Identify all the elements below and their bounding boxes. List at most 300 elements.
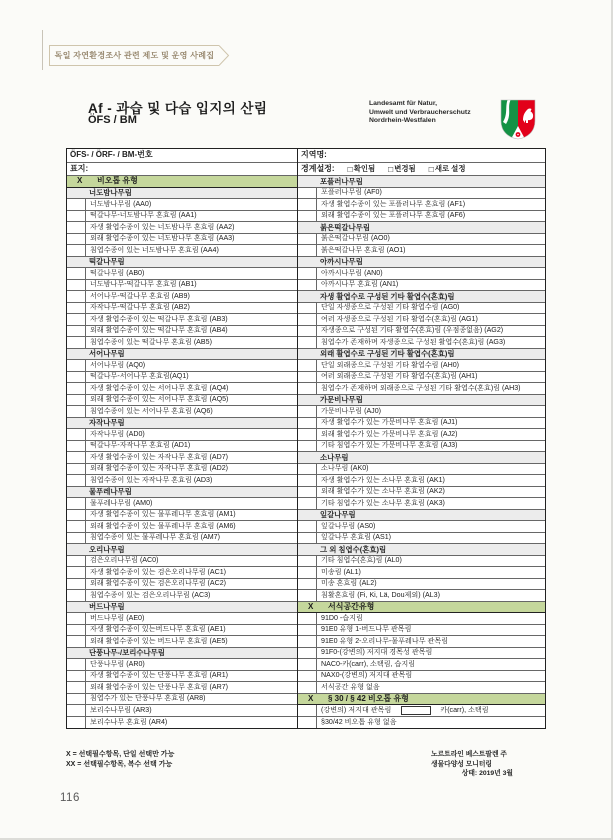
option-label: 자생 활엽수종이 있는 물푸레나무 혼효림 (AM1) (90, 510, 236, 519)
checkbox[interactable] (298, 717, 317, 729)
section-title: 떡갈나무림 (89, 257, 125, 267)
biotope-option-row (67, 372, 297, 384)
breadcrumb-label: 독일 자연환경조사 관련 제도 및 운영 사례집 (54, 51, 215, 60)
option-label: 버드나무림 (AE0) (90, 613, 145, 622)
checkbox[interactable] (67, 671, 86, 682)
checkbox[interactable] (298, 280, 317, 291)
biotope-option-row (67, 659, 297, 671)
checkbox-icon: □ (347, 163, 353, 174)
checkbox-icon: □ (388, 163, 394, 174)
field-label: 표지: (70, 163, 89, 173)
checkbox[interactable] (67, 636, 86, 647)
section-header-row (67, 487, 297, 499)
option-label: 서식공간유형 (328, 601, 375, 611)
option-label: 단일 외래종으로 구성된 기타 활엽수림 (AH0) (321, 360, 460, 369)
section-header-row (298, 452, 545, 464)
section-header-row (67, 257, 297, 269)
option-label: 외래 활엽수종이 있는 서어나무 혼효림 (AQ5) (90, 395, 229, 404)
checkbox[interactable] (298, 314, 317, 325)
checkbox[interactable] (67, 245, 86, 256)
boundary-option[interactable] (348, 165, 376, 174)
section-title: 아까시나무림 (320, 257, 363, 267)
biotope-option-row (67, 590, 297, 602)
biotope-option-row (67, 671, 297, 683)
biotope-option-row (298, 464, 545, 476)
option-label: 자생 활엽수종이 있는버드나무 혼효림 (AE1) (90, 625, 226, 634)
required-mark: X (308, 693, 314, 703)
option-label: 91D0 -습지림 (321, 613, 363, 622)
biotope-option-row (67, 682, 297, 694)
section-header-row (67, 418, 297, 430)
checkbox[interactable] (67, 337, 86, 348)
checkbox[interactable] (298, 211, 317, 222)
page-number: 116 (60, 792, 80, 804)
form-field-row[interactable] (67, 163, 297, 177)
checkbox[interactable] (298, 682, 317, 693)
banner-arrow-icon (219, 45, 231, 66)
biotope-option-row (67, 498, 297, 510)
checkbox[interactable] (298, 521, 317, 532)
option-label: 자생 활엽수종이 있는 서어나무 혼효림 (AQ4) (90, 383, 229, 392)
checkbox[interactable] (298, 188, 317, 199)
checkbox[interactable] (298, 556, 317, 567)
option-label: 떡갈나무림 (AB0) (90, 268, 145, 277)
option-label: 외래 활엽수종이 있는 자작나무 혼효림 (AD2) (90, 464, 229, 473)
checkbox[interactable] (67, 464, 86, 475)
checkbox[interactable] (67, 199, 86, 210)
section-title: 그 외 침엽수(혼효)림 (320, 544, 387, 554)
biotope-option-row (67, 245, 297, 257)
biotope-option-row (67, 464, 297, 476)
biotope-option-row (67, 234, 297, 246)
option-label: 자생 활엽수종이 있는 포플러나무 혼효림 (AF1) (321, 199, 466, 208)
section-header-row (298, 395, 545, 407)
checkbox[interactable] (298, 475, 317, 486)
option-label: 서식공간 유형 없음 (321, 682, 380, 691)
checkbox[interactable] (67, 234, 86, 245)
option-label: §30/42 비오톱 유형 없음 (321, 717, 397, 726)
checkbox[interactable] (67, 533, 86, 544)
checkbox[interactable] (298, 659, 317, 670)
biotope-option-row (298, 429, 545, 441)
option-label: 잎갈나무림 (AS0) (321, 521, 376, 530)
option-label: 자생 활엽수종이 있는 단풍나무 혼효림 (AR1) (90, 671, 229, 680)
biotope-option-row (67, 314, 297, 326)
checkbox[interactable] (298, 268, 317, 279)
option-label: 외래 활엽수종이 있는 버드나무 혼효림 (AE5) (90, 636, 228, 645)
checkbox[interactable] (67, 268, 86, 279)
agency-line: Nordrhein-Westfalen (369, 117, 436, 125)
biotope-option-row (298, 659, 545, 671)
biotope-option-row (298, 372, 545, 384)
biotope-option-row (67, 533, 297, 545)
biotope-option-row (67, 521, 297, 533)
boundary-option-label: 새로 설정 (434, 164, 466, 174)
checkbox[interactable] (298, 705, 317, 716)
group-header-row (298, 694, 545, 706)
checkbox[interactable] (67, 475, 86, 486)
biotope-option-row (67, 510, 297, 522)
checkbox[interactable] (298, 234, 317, 245)
biotope-option-row (67, 452, 297, 464)
group-header-row (298, 602, 545, 614)
checkbox[interactable] (67, 579, 86, 590)
option-label: 침엽수종이 있는 서어나무 혼효림 (AQ6) (90, 406, 213, 415)
checkbox[interactable] (67, 705, 86, 716)
option-label: 자생 활엽수종이 있는 검은오리나무림 (AC1) (90, 567, 227, 576)
section-title: 단풍나무-/보리수나무림 (89, 648, 165, 658)
checkbox[interactable] (67, 314, 86, 325)
biotope-option-row (298, 636, 545, 648)
option-label: 침엽수종이 있는 검은오리나무림 (AC3) (90, 590, 211, 599)
agency-line: Umwelt und Verbraucherschutz (369, 108, 471, 116)
option-label: 너도밤나무-떡갈나무 혼효림 (AB1) (90, 280, 197, 289)
option-label: 91F0-(강변의) 저지대 경목성 관목림 (321, 648, 433, 657)
agency-name (369, 100, 471, 126)
checkbox[interactable] (298, 567, 317, 578)
section-title: 소나무림 (320, 452, 349, 462)
checkbox[interactable] (298, 406, 317, 417)
biotope-option-row (298, 556, 545, 568)
legend-note: XX = 선택필수항목, 복수 선택 가능 (66, 760, 173, 768)
boundary-option[interactable] (429, 165, 466, 174)
biotope-option-row (67, 406, 297, 418)
biotope-option-row (298, 717, 545, 729)
option-label: 떡갈나무-자작나무 혼효림 (AD1) (90, 441, 191, 450)
biotope-option-row (67, 567, 297, 579)
biotope-option-row (67, 303, 297, 315)
option-label: 너도밤나무림 (AA0) (90, 199, 152, 208)
option-label: 외래 활엽수종이 있는 물푸레나무 혼효림 (AM6) (90, 521, 236, 530)
option-label: 자생종으로 구성된 기타 활엽수(혼효)림 (우점종없음) (AG2) (321, 326, 504, 335)
option-label: NAX0-(강변의) 저지대 관목림 (321, 671, 413, 680)
form-column-left (67, 149, 298, 728)
biotope-option-row (298, 682, 545, 694)
section-header-row (298, 544, 545, 556)
biotope-option-row (298, 487, 545, 499)
checkbox[interactable] (298, 372, 317, 383)
section-header-row (67, 349, 297, 361)
option-label: (강변의) 저지대 관목림 (321, 705, 392, 714)
biotope-option-row (298, 360, 545, 372)
checkbox[interactable] (67, 360, 86, 371)
section-header-row (67, 188, 297, 200)
checkbox[interactable] (298, 337, 317, 348)
biotope-option-row (67, 717, 297, 729)
checkbox[interactable] (298, 613, 317, 624)
option-label: 미송 혼효림 (AL2) (321, 579, 377, 588)
section-title: 가문비나무림 (320, 395, 363, 405)
checkbox[interactable] (67, 682, 86, 693)
biotope-option-row (298, 314, 545, 326)
section-title: 자작나무림 (89, 418, 125, 428)
checkbox[interactable] (298, 625, 317, 636)
checkbox[interactable] (67, 498, 86, 509)
checkbox[interactable] (298, 579, 317, 590)
checkbox[interactable] (67, 694, 86, 705)
option-label: 침활혼효림 (Fi, Ki, Lä, Dou제외) (AL3) (321, 590, 440, 599)
org-line: 노르트라인 베스트팔렌 주 (431, 751, 508, 758)
option-label: NAC0-카(carr), 소택림, 습지림 (321, 659, 416, 668)
boundary-setting-row (298, 163, 545, 177)
checkbox[interactable] (298, 326, 317, 337)
checkbox[interactable] (67, 429, 86, 440)
option-label: 단일 자생종으로 구성된 기타 활엽수림 (AG0) (321, 303, 460, 312)
section-title: 붉은떡갈나무림 (320, 222, 370, 232)
biotope-option-row (67, 556, 297, 568)
checkbox[interactable] (67, 452, 86, 463)
checkbox[interactable] (67, 441, 86, 452)
checkbox[interactable] (298, 636, 317, 647)
option-label: 물푸레나무림 (AM0) (90, 498, 153, 507)
option-label: 외래 활엽수종이 있는 너도밤나무 혼효림 (AA3) (90, 234, 235, 243)
checkbox[interactable] (298, 303, 317, 314)
checkbox[interactable] (67, 303, 86, 314)
option-label: 침엽수종이 있는 너도밤나무 혼효림 (AA4) (90, 245, 219, 254)
inline-checkbox[interactable] (401, 706, 431, 715)
checkbox[interactable] (67, 383, 86, 394)
biotope-option-row (298, 199, 545, 211)
checkbox[interactable] (67, 567, 86, 578)
option-label: 포플러나무림 (AF0) (321, 188, 382, 197)
biotope-option-row (298, 533, 545, 545)
section-title: 잎갈나무림 (320, 510, 356, 520)
option-label: 외래 활엽수가 있는 가문비나무 혼효림 (AJ2) (321, 429, 458, 438)
option-label: 붉은떡갈나무 혼효림 (AO1) (321, 245, 406, 254)
section-title: 외래 활엽수로 구성된 기타 활엽수(혼효)림 (320, 349, 455, 359)
status-date: 상태: 2019년 3월 (461, 770, 513, 777)
biotope-option-row (67, 326, 297, 338)
checkbox-icon: □ (428, 163, 434, 174)
legend-notes (66, 750, 174, 769)
biotope-option-row (298, 705, 545, 717)
option-label: 외래 활엽수종이 있는 떡갈나무 혼효림 (AB4) (90, 326, 228, 335)
checkbox[interactable] (298, 199, 317, 210)
section-header-row (298, 510, 545, 522)
option-label: 91E0 유형 1-버드나무 관목림 (321, 625, 412, 634)
biotope-option-row (298, 567, 545, 579)
biotope-option-row (298, 648, 545, 660)
option-label: 자작나무-떡갈나무 혼효림 (AB2) (90, 303, 190, 312)
option-label: 기타 침엽수가 있는 소나무 혼효림 (AK3) (321, 498, 445, 507)
section-title: 물푸레나무림 (89, 487, 132, 497)
option-label: 자생 활엽수종이 있는 자작나무 혼효림 (AD7) (90, 452, 229, 461)
page-subtitle: ÖFS / BM (88, 114, 137, 126)
section-header-row (298, 222, 545, 234)
option-label: 외래 활엽수종이 있는 포플러나무 혼효림 (AF6) (321, 211, 466, 220)
checkbox[interactable] (67, 211, 86, 222)
option-label: 여러 자생종으로 구성된 기타 활엽수(혼효)림 (AG1) (321, 314, 478, 323)
checkbox[interactable] (67, 326, 86, 337)
biotope-option-row (67, 613, 297, 625)
option-label: 잎갈나무 혼효림 (AS1) (321, 533, 392, 542)
checkbox[interactable] (67, 590, 86, 601)
legend-note: X = 선택필수항목, 단일 선택만 가능 (66, 751, 175, 758)
section-header-row (298, 349, 545, 361)
option-label: 침엽수종이 있는 떡갈나무 혼효림 (AB5) (90, 337, 212, 346)
biotope-option-row (298, 418, 545, 430)
section-header-row (298, 291, 545, 303)
option-label: 가문비나무림 (AJ0) (321, 406, 382, 415)
boundary-option-label: 확인됨 (353, 164, 376, 174)
option-label: 미송림 (AL1) (321, 567, 361, 576)
biotope-option-row (298, 383, 545, 395)
checkbox[interactable] (298, 441, 317, 452)
checkbox[interactable] (67, 510, 86, 521)
org-footer (431, 750, 513, 779)
option-label: 침엽수종이 있는 물푸레나무 혼효림 (AM7) (90, 533, 220, 542)
biotope-option-row (298, 579, 545, 591)
required-mark: X (77, 176, 83, 186)
option-label: 아까시나무 혼효림 (AN1) (321, 280, 399, 289)
option-label: 91E0 유형 2-오리나무-물푸레나무 관목림 (321, 636, 449, 645)
checkbox[interactable] (67, 556, 86, 567)
form-field-row[interactable] (67, 149, 297, 163)
form-column-right (298, 149, 545, 728)
checkbox[interactable] (298, 487, 317, 498)
section-title: 자생 활엽수로 구성된 기타 활엽수(혼효)림 (320, 291, 455, 301)
checkbox[interactable] (298, 498, 317, 509)
biotope-option-row (67, 211, 297, 223)
option-label: 침엽수가 존재하며 외래종으로 구성된 기타 활엽수(혼효)림 (AH3) (321, 383, 521, 392)
biotope-option-row (298, 303, 545, 315)
option-label: 떡갈나무-너도밤나무 혼효림 (AA1) (90, 211, 197, 220)
checkbox[interactable] (67, 717, 86, 729)
checkbox[interactable] (67, 659, 86, 670)
checkbox[interactable] (298, 648, 317, 659)
checkbox[interactable] (298, 429, 317, 440)
section-header-row (67, 648, 297, 660)
section-header-row (298, 176, 545, 188)
biotope-option-row (298, 337, 545, 349)
biotope-option-row (67, 475, 297, 487)
biotope-option-row (298, 234, 545, 246)
checkbox[interactable] (67, 395, 86, 406)
biotope-option-row (67, 360, 297, 372)
biotope-option-row (298, 475, 545, 487)
option-label: 자작나무림 (AD0) (90, 429, 145, 438)
option-label: 침엽수가 있는 단풍나무 혼효림 (AR8) (90, 694, 206, 703)
biotope-option-row (298, 441, 545, 453)
biotope-option-row (67, 222, 297, 234)
biotope-option-row (298, 613, 545, 625)
checkbox[interactable] (298, 533, 317, 544)
checkbox[interactable] (298, 590, 317, 601)
checkbox[interactable] (298, 360, 317, 371)
biotope-option-row (67, 199, 297, 211)
option-label: 침엽수가 존재하며 자생종으로 구성된 활엽수(혼효)림 (AG3) (321, 337, 506, 346)
checkbox[interactable] (67, 372, 86, 383)
biotope-option-row (298, 521, 545, 533)
group-header-row (67, 176, 297, 188)
checkbox[interactable] (67, 521, 86, 532)
form-field-row[interactable] (298, 149, 545, 163)
option-label: 비오톱 유형 (97, 176, 138, 186)
option-label: 여러 외래종으로 구성된 기타 활엽수(혼효)림 (AH1) (321, 372, 478, 381)
biotope-option-row (67, 636, 297, 648)
option-label: 자생 활엽수종이 있는 너도밤나무 혼효림 (AA2) (90, 222, 235, 231)
boundary-option-label: 변경됨 (394, 164, 416, 174)
option-label: 외래 활엽수종이 있는 단풍나무 혼효림 (AR7) (90, 682, 229, 691)
biotope-option-row (298, 188, 545, 200)
option-label: 붉은떡갈나무림 (AO0) (321, 234, 390, 243)
biotope-option-row (67, 441, 297, 453)
option-label: 검은오리나무림 (AC0) (90, 556, 159, 565)
biotope-option-row (298, 625, 545, 637)
option-label: 카(carr), 소택림 (440, 705, 489, 714)
boundary-option[interactable] (388, 165, 416, 174)
option-label: 침엽수종이 있는 자작나무 혼효림 (AD3) (90, 475, 213, 484)
biotope-option-row (67, 579, 297, 591)
section-header-row (67, 544, 297, 556)
checkbox[interactable] (67, 280, 86, 291)
margin-rule (42, 30, 43, 70)
section-header-row (298, 257, 545, 269)
field-label: 지역명: (301, 150, 327, 160)
biotope-option-row (67, 337, 297, 349)
page-title: Af - 과습 및 다습 입지의 산림 (88, 101, 268, 116)
biotope-form-table (66, 148, 546, 729)
biotope-option-row (298, 268, 545, 280)
biotope-option-row (298, 280, 545, 292)
biotope-option-row (67, 694, 297, 706)
nrw-coat-of-arms-icon (500, 99, 536, 140)
biotope-option-row (298, 326, 545, 338)
section-title: 너도밤나무림 (89, 188, 132, 198)
checkbox[interactable] (298, 464, 317, 475)
checkbox[interactable] (298, 383, 317, 394)
section-header-row (67, 602, 297, 614)
section-title: 오리나무림 (89, 544, 125, 554)
option-label: 아까시나무림 (AN0) (321, 268, 383, 277)
checkbox[interactable] (67, 406, 86, 417)
biotope-option-row (298, 671, 545, 683)
option-label: 서어나무림 (AQ0) (90, 360, 146, 369)
biotope-option-row (298, 498, 545, 510)
biotope-option-row (67, 625, 297, 637)
option-label: 자생 활엽수가 있는 소나무 혼효림 (AK1) (321, 475, 445, 484)
checkbox[interactable] (298, 671, 317, 682)
checkbox[interactable] (67, 222, 86, 233)
option-label: 외래 활엽수종이 있는 검은오리나무림 (AC2) (90, 579, 227, 588)
option-label: 단풍나무림 (AR0) (90, 659, 145, 668)
option-label: 자생 활엽수가 있는 가문비나무 혼효림 (AJ1) (321, 418, 458, 427)
option-label: 기타 침엽수(혼효)림 (AL0) (321, 556, 402, 565)
biotope-option-row (298, 211, 545, 223)
checkbox[interactable] (67, 291, 86, 302)
agency-line: Landesamt für Natur, (369, 100, 437, 107)
biotope-option-row (67, 280, 297, 292)
biotope-option-row (67, 383, 297, 395)
biotope-option-row (298, 590, 545, 602)
field-label: 경계설정: (301, 163, 335, 173)
section-title: 버드나무림 (89, 602, 125, 612)
option-label: 보리수나무림 (AR3) (90, 705, 152, 714)
biotope-option-row (67, 705, 297, 717)
biotope-option-row (67, 429, 297, 441)
biotope-option-row (298, 406, 545, 418)
field-label: ÖFS- / ÖRF- / BM-번호 (70, 150, 153, 160)
checkbox[interactable] (298, 418, 317, 429)
checkbox[interactable] (298, 245, 317, 256)
checkbox[interactable] (67, 625, 86, 636)
required-mark: X (308, 601, 314, 611)
option-label: § 30 / § 42 비오톱 유형 (328, 693, 409, 703)
checkbox[interactable] (67, 613, 86, 624)
option-label: 자생 활엽수종이 있는 떡갈나무 혼효림 (AB3) (90, 314, 228, 323)
option-label: 소나무림 (AK0) (321, 464, 369, 473)
section-title: 포플러나무림 (320, 176, 363, 186)
